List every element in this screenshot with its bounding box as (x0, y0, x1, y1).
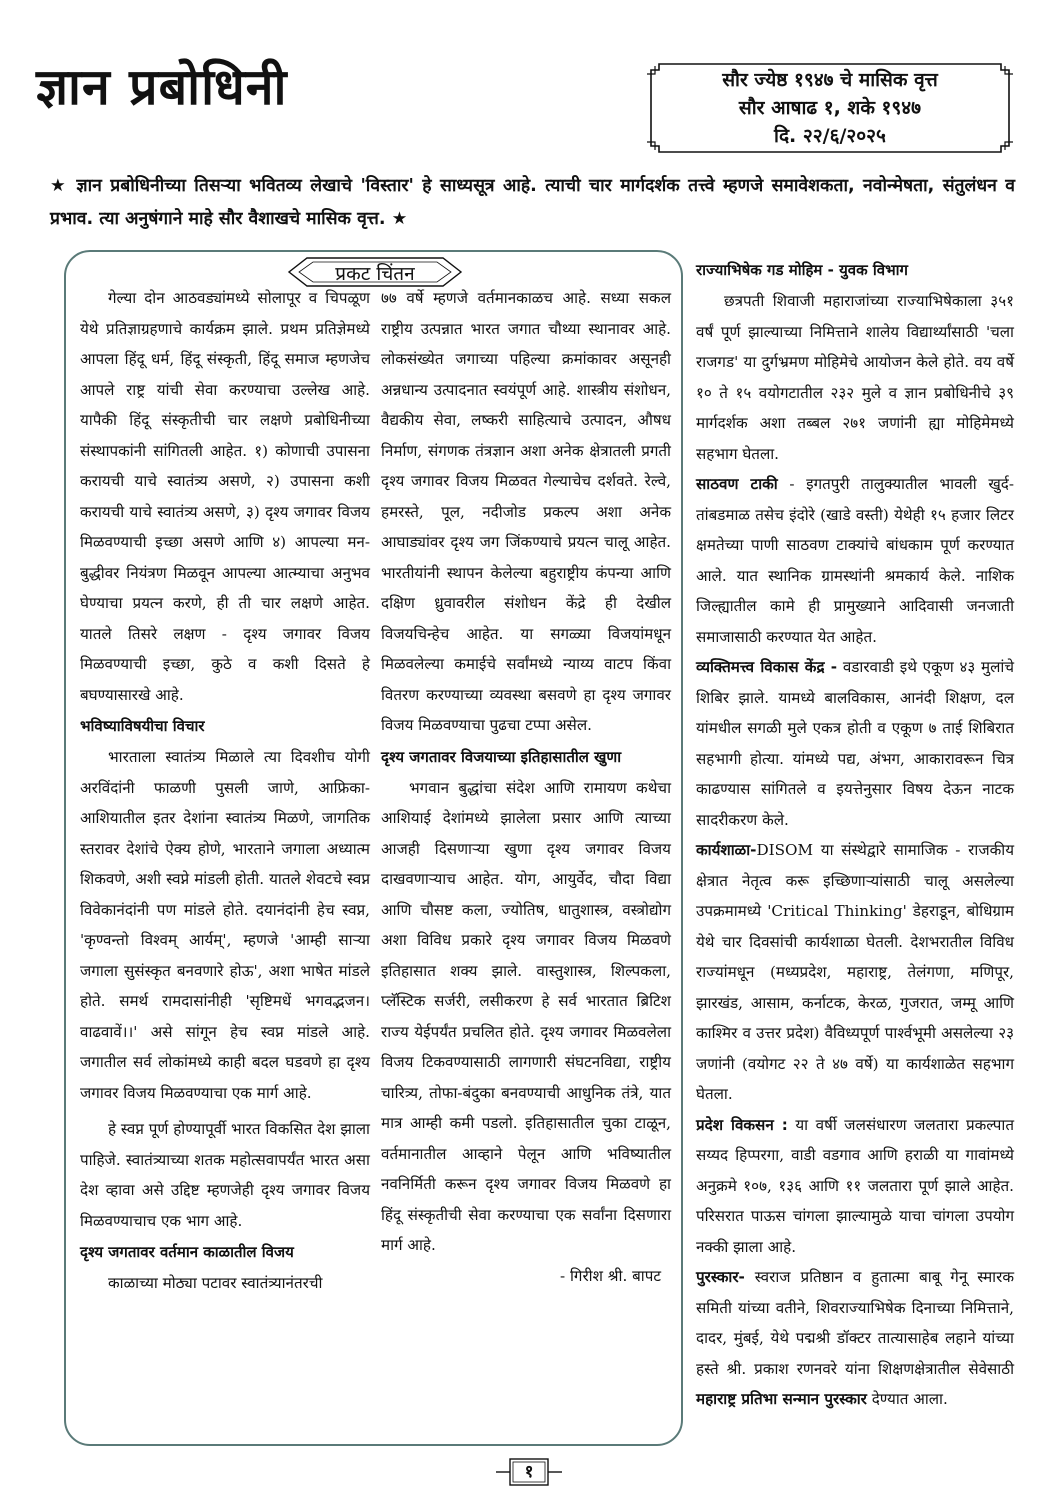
masthead-title: ज्ञान प्रबोधिनी (36, 58, 288, 116)
page-number (496, 1456, 562, 1488)
news-item (696, 1110, 1014, 1263)
article-column-2 (381, 283, 671, 1291)
news-item-text: DISOM या संस्थेद्वारे सामाजिक - राजकीय क्षेत्रात नेतृत्व करू इच्छिणाऱ्यांसाठी चालू असलेल्या उपक्रमामध्ये 'Critical Thinking' डेहराडून, बोधिग्राम येथे चार दिवसांची कार्यशाळा घेतली. देशभरातील विविध राज्यांमधून (मध्यप्रदेश, महाराष्ट्र, तेलंगणा, मणिपूर, झारखंड, आसाम, कर्नाटक, केरळ, गुजरात, जम्मू आणि काश्मिर व उत्तर प्रदेश) वैविध्यपूर्ण पार्श्वभूमी असलेल्या २३ जणांनी (वयोगट २२ ते ४७ वर्षे) या कार्यशाळेत सहभाग घेतला. (696, 841, 1014, 1103)
section-heading: दृश्य जगतावर वर्तमान काळातील विजय (80, 1243, 294, 1261)
news-column (696, 254, 1014, 1415)
paragraph: हे स्वप्न पूर्ण होण्यापूर्वी भारत विकसित देश झाला पाहिजे. स्वातंत्र्याच्या शतक महोत्सवापर्यंत भारत असा देश व्हावा असे उद्दिष्ट म्हणजेही दृश्य जगावर विजय मिळवण्याचाच एक भाग आहे. (80, 1120, 370, 1230)
author-signature: - गिरीश श्री. बापट (560, 1266, 661, 1285)
date-line-2: सौर आषाढ १, शके १९४७ (738, 97, 922, 119)
news-item-label: साठवण टाकी (696, 475, 778, 493)
date-box (645, 60, 1015, 156)
award-name: महाराष्ट्र प्रतिभा सन्मान पुरस्कार (696, 1390, 867, 1408)
news-item (696, 835, 1014, 1110)
news-heading: राज्याभिषेक गड मोहिम - युवक विभाग (696, 261, 908, 279)
news-item-text: देण्यात आला. (866, 1390, 948, 1408)
paragraph: काळाच्या मोठ्या पटावर स्वातंत्र्यानंतरची (108, 1274, 323, 1292)
date-line-3: दि. २२/६/२०२५ (774, 125, 886, 147)
section-heading: भविष्याविषयीचा विचार (80, 717, 205, 735)
article-column-1 (80, 283, 370, 1299)
date-line-1: सौर ज्येष्ठ १९४७ चे मासिक वृत्त (722, 69, 938, 91)
news-item-text: वडारवाडी इथे एकूण ४३ मुलांचे शिबिर झाले. यामध्ये बालविकास, आनंदी शिक्षण, दल यांमधील सगळी मुले एकत्र होती व एकूण ७ ताई शिबिरात सहभागी होत्या. यांमध्ये पद्य, अंभग, आकारावरून चित्र काढण्यास सांगितले व इयत्तेनुसार विषय देऊन नाटक सादरीकरण केले. (696, 658, 1015, 829)
news-paragraph: छत्रपती शिवाजी महाराजांच्या राज्याभिषेकाला ३५१ वर्षं पूर्ण झाल्याच्या निमित्ताने शालेय विद्यार्थ्यांसाठी 'चला राजगड' या दुर्गभ्रमण मोहिमेचे आयोजन केले होते. वय वर्षे १० ते १५ वयोगटातील २३२ मुले व ज्ञान प्रबोधिनीचे ३९ मार्गदर्शक अशा तब्बल २७१ जणांनी ह्या मोहिमेमध्ये सहभाग घेतला. (696, 292, 1014, 463)
news-item (696, 469, 1014, 652)
article-tag-label: प्रकट चिंतन (335, 263, 415, 285)
news-item-text: स्वराज प्रतिष्ठान व हुतात्मा बाबू गेनू स्मारक समिती यांच्या वतीने, शिवराज्याभिषेक दिनाच्या निमित्ताने, दादर, मुंबई, येथे पद्मश्री डॉक्टर तात्यासाहेब लहाने यांच्या हस्ते श्री. प्रकाश रणनवरे यांना शिक्षणक्षेत्रातील सेवेसाठी (696, 1268, 1014, 1378)
news-item-text: - इगतपुरी तालुक्यातील भावली खुर्द-तांबडमाळ तसेच इंदोरे (खाडे वस्ती) येथेही १५ हजार लिटर क्षमतेच्या पाणी साठवण टाक्यांचे बांधकाम पूर्ण करण्यात आले. यात स्थानिक ग्रामस्थांनी श्रमकार्य केले. नाशिक जिल्ह्यातील कामे ही प्रामुख्याने आदिवासी जनजाती समाजासाठी करण्यात येत आहेत. (696, 475, 1014, 646)
paragraph: गेल्या दोन आठवड्यांमध्ये सोलापूर व चिपळूण येथे प्रतिज्ञाग्रहणाचे कार्यक्रम झाले. प्रथम प्रतिज्ञेमध्ये आपला हिंदू धर्म, हिंदू संस्कृती, हिंदू समाज म्हणजेच आपले राष्ट्र यांची सेवा करण्याचा उल्लेख आहे. यापैकी हिंदू संस्कृतीची चार लक्षणे प्रबोधिनीच्या संस्थापकांनी सांगितली आहेत. १) कोणाची उपासना करायची याचे स्वातंत्र्य असणे, २) उपासना कशी करायची याचे स्वातंत्र्य असणे, ३) दृश्य जगावर विजय मिळवण्याची इच्छा असणे आणि ४) आपल्या मन-बुद्धीवर नियंत्रण मिळवून आपल्या आत्म्याचा अनुभव घेण्याचा प्रयत्न करणे, ही ती चार लक्षणे आहेत. यातले तिसरे लक्षण - दृश्य जगावर विजय मिळवण्याची इच्छा, कुठे व कशी दिसते हे बघण्यासारखे आहे. (80, 289, 370, 704)
paragraph: भारताला स्वातंत्र्य मिळाले त्या दिवशीच योगी अरविंदांनी फाळणी पुसली जाणे, आफ्रिका-आशियातील इतर देशांना स्वातंत्र्य मिळणे, जागतिक स्तरावर देशांचे ऐक्य होणे, भारताने जगाला अध्यात्म शिकवणे, अशी स्वप्ने मांडली होती. यातले शेवटचे स्वप्न विवेकानंदांनी पण मांडले होते. दयानंदांनी हेच स्वप्न, 'कृण्वन्तो विश्वम् आर्यम्', म्हणजे 'आम्ही साऱ्या जगाला सुसंस्कृत बनवणारे होऊ', अशा भाषेत मांडले होते. समर्थ रामदासांनीही 'सृष्टिमधें भगवद्भजन। वाढवावें।।' असे सांगून हेच स्वप्न मांडले आहे. जगातील सर्व लोकांमध्ये काही बदल घडवणे हा दृश्य जगावर विजय मिळवण्याचा एक मार्ग आहे. (80, 748, 370, 1102)
intro-text: ★ ज्ञान प्रबोधिनीच्या तिसऱ्या भवितव्य लेखाचे 'विस्तार' हे साध्यसूत्र आहे. त्याची चार मार्गदर्शक तत्त्वे म्हणजे समावेशकता, नवोन्मेषता, संतुलंधन व प्रभाव. त्या अनुषंगाने माहे सौर वैशाखचे मासिक वृत्त. ★ (50, 176, 1015, 229)
page-number-value: १ (524, 1462, 534, 1482)
paragraph: भगवान बुद्धांचा संदेश आणि रामायण कथेचा आशियाई देशांमध्ये झालेला प्रसार आणि त्याच्या आजही दिसणाऱ्या खुणा दृश्य जगावर विजय दाखवणाऱ्याच आहेत. योग, आयुर्वेद, चौदा विद्या आणि चौसष्ट कला, ज्योतिष, धातुशास्त्र, वस्त्रोद्योग अशा विविध प्रकारे दृश्य जगावर विजय मिळवणे इतिहासात शक्य झाले. वास्तुशास्त्र, शिल्पकला, प्लॅस्टिक सर्जरी, लसीकरण हे सर्व भारतात ब्रिटिश राज्य येईपर्यंत प्रचलित होते. दृश्य जगावर मिळवलेला विजय टिकवण्यासाठी लागणारी संघटनविद्या, राष्ट्रीय चारित्र्य, तोफा-बंदुका बनवण्याची आधुनिक तंत्रे, यात मात्र आम्ही कमी पडलो. इतिहासातील चुका टाळून, वर्तमानातील आव्हाने पेलून आणि भविष्यातील नवनिर्मिती करून दृश्य जगावर विजय मिळवणे हा हिंदू संस्कृतीची सेवा करण्याचा एक सर्वांना दिसणारा मार्ग आहे. (381, 778, 671, 1254)
news-item (696, 652, 1014, 835)
news-item-label: पुरस्कार- (696, 1268, 745, 1286)
section-heading: दृश्य जगतावर विजयाच्या इतिहासातील खुणा (381, 747, 622, 766)
news-item-label: व्यक्तिमत्त्व विकास केंद्र - (696, 658, 838, 676)
news-item-text: या वर्षी जलसंधारण जलतारा प्रकल्पात सय्यद हिप्परगा, वाडी वडगाव आणि हराळी या गावांमध्ये अनुक्रमे १०७, १३६ आणि ११ जलतारा पूर्ण झाले आहेत. परिसरात पाऊस चांगला झाल्यामुळे याचा चांगला उपयोग नक्की झाला आहे. (696, 1115, 1014, 1256)
news-item (696, 1262, 1014, 1415)
news-item-label: प्रदेश विकसन : (696, 1115, 788, 1134)
news-item-label: कार्यशाळा- (696, 841, 757, 859)
paragraph: ७७ वर्षे म्हणजे वर्तमानकाळच आहे. सध्या सकल राष्ट्रीय उत्पन्नात भारत जगात चौथ्या स्थानावर आहे. लोकसंख्येत जगाच्या पहिल्या क्रमांकावर असूनही अन्नधान्य उत्पादनात स्वयंपूर्ण आहे. शास्त्रीय संशोधन, वैद्यकीय सेवा, लष्करी साहित्याचे उत्पादन, औषध निर्माण, संगणक तंत्रज्ञान अशा अनेक क्षेत्रातली प्रगती दृश्य जगावर विजय मिळवत गेल्याचेच दर्शवते. रेल्वे, हमरस्ते, पूल, नदीजोड प्रकल्प अशा अनेक आघाड्यांवर दृश्य जग जिंकण्याचे प्रयत्न चालू आहेत. भारतीयांनी स्थापन केलेल्या बहुराष्ट्रीय कंपन्या आणि दक्षिण ध्रुवावरील संशोधन केंद्रे ही देखील विजयचिन्हेच आहेत. या सगळ्या विजयांमधून मिळवलेल्या कमाईचे सर्वांमध्ये न्याय्य वाटप किंवा वितरण करण्याच्या व्यवस्था बसवणे हा दृश्य जगावर विजय मिळवण्याचा पुढचा टप्पा असेल. (381, 289, 671, 734)
